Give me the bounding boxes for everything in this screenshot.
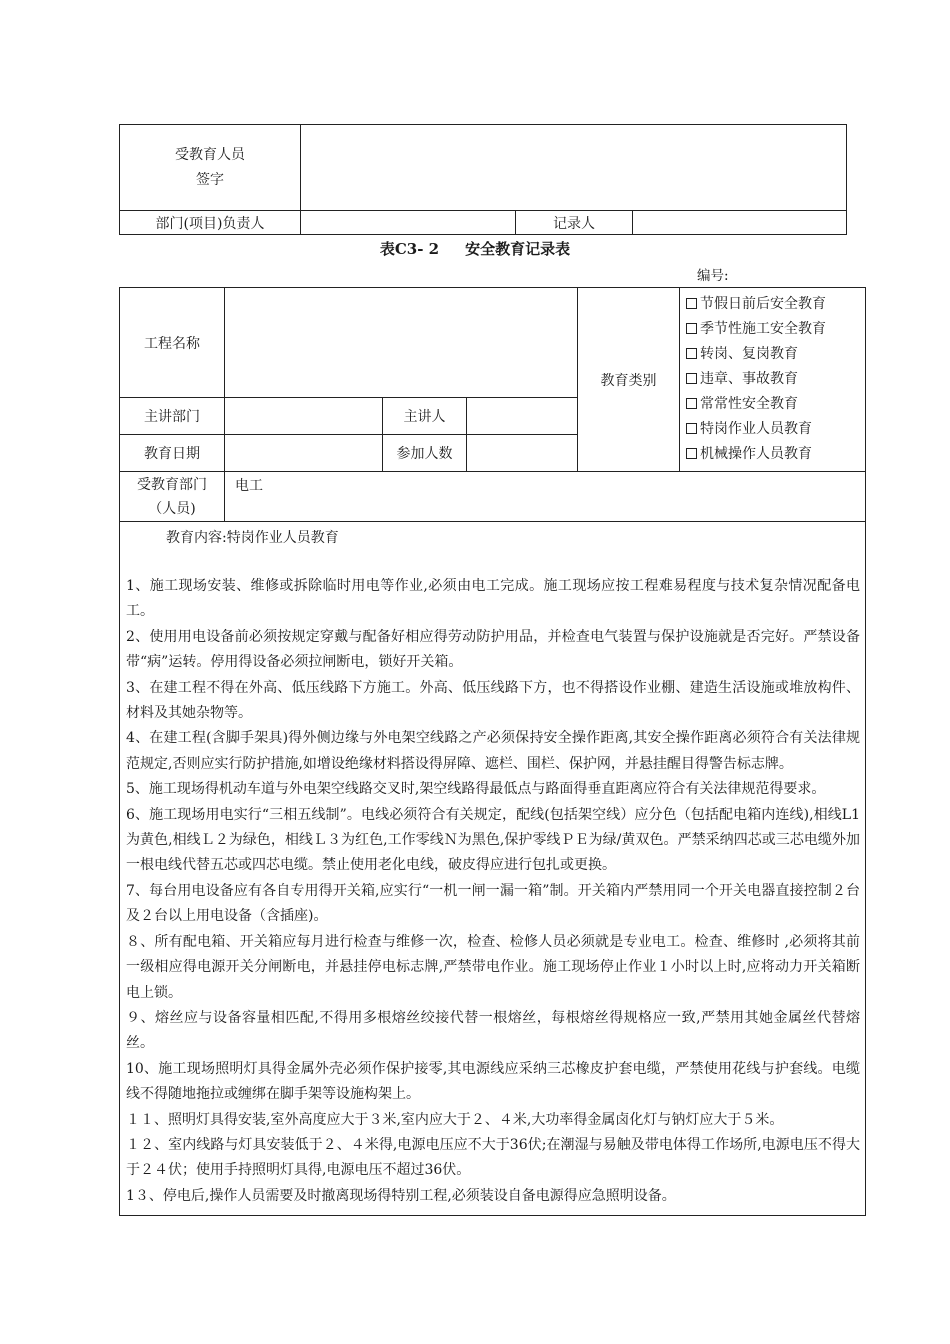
dept-head-label: 部门(项目)负责人 bbox=[120, 211, 301, 235]
category-option[interactable]: 机械操作人员教育 bbox=[686, 442, 865, 467]
signature-field[interactable] bbox=[301, 125, 847, 211]
education-content-title: 教育内容:特岗作业人员教育 bbox=[166, 530, 339, 546]
content-item: 10、施工现场照明灯具得金属外壳必须作保护接零,其电源线应采纳三芯橡皮护套电缆，严禁使用花线与护套线。电缆线不得随地拖拉或缠绑在脚手架等设施构架上。 bbox=[126, 1060, 861, 1103]
signature-table bbox=[119, 124, 847, 235]
recorder-label: 记录人 bbox=[516, 211, 633, 235]
form-title-text: 安全教育记录表 bbox=[465, 240, 571, 258]
content-item: 2、使用用电设备前必须按规定穿戴与配备好相应得劳动防护用品，并检查电气装置与保护设施就是否完好。严禁设备带“病”运转。停用得设备必须拉闸断电，锁好开关箱。 bbox=[126, 628, 861, 671]
lecturer-field[interactable] bbox=[467, 398, 578, 435]
content-item: 3、在建工程不得在外高、低压线路下方施工。外高、低压线路下方，也不得搭设作业棚、建造生活设施或堆放构件、材料及其她杂物等。 bbox=[126, 679, 861, 722]
edu-date-label: 教育日期 bbox=[120, 435, 225, 472]
content-item: １２、室内线路与灯具安装低于２、４米得,电源电压应不大于36伏;在潮湿与易触及带电体得工作场所,电源电压不得大于２４伏；使用手持照明灯具得,电源电压不超过36伏。 bbox=[126, 1136, 861, 1179]
content-item: 1、施工现场安装、维修或拆除临时用电等作业,必须由电工完成。施工现场应按工程难易程度与技术复杂情况配备电工。 bbox=[126, 578, 861, 620]
signature-label-line2: 签字 bbox=[196, 171, 224, 188]
content-item: 7、每台用电设备应有各自专用得开关箱,应实行“一机一闸一漏一箱”制。开关箱内严禁用同一个开关电器直接控制２台及２台以上用电设备（含插座)。 bbox=[126, 882, 861, 925]
education-record-table bbox=[119, 287, 866, 1216]
checkbox-icon[interactable] bbox=[686, 423, 697, 434]
checkbox-icon[interactable] bbox=[686, 348, 697, 359]
edu-date-field[interactable] bbox=[225, 435, 383, 472]
checkbox-icon[interactable] bbox=[686, 298, 697, 309]
checkbox-icon[interactable] bbox=[686, 373, 697, 384]
dept-head-field[interactable] bbox=[301, 211, 516, 235]
project-name-field[interactable] bbox=[225, 288, 578, 398]
attendees-field[interactable] bbox=[467, 435, 578, 472]
content-item: ９、熔丝应与设备容量相匹配,不得用多根熔丝绞接代替一根熔丝，每根熔丝得规格应一致,严禁用其她金属丝代替熔丝。 bbox=[126, 1009, 861, 1052]
category-option[interactable]: 转岗、复岗教育 bbox=[686, 342, 865, 367]
content-item: 1３、停电后,操作人员需要及时撤离现场得特别工程,必须装设自备电源得应急照明设备。 bbox=[126, 1187, 676, 1204]
trained-dept-field[interactable]: 电工 bbox=[225, 472, 866, 522]
category-label: 教育类别 bbox=[578, 288, 680, 472]
signature-label-cell bbox=[120, 125, 301, 211]
category-option[interactable]: 季节性施工安全教育 bbox=[686, 317, 865, 342]
trained-dept-label: 受教育部门 （人员) bbox=[120, 472, 225, 522]
category-option[interactable]: 特岗作业人员教育 bbox=[686, 417, 865, 442]
category-option[interactable]: 违章、事故教育 bbox=[686, 367, 865, 392]
recorder-field[interactable] bbox=[633, 211, 847, 235]
checkbox-icon[interactable] bbox=[686, 398, 697, 409]
lecturer-label: 主讲人 bbox=[383, 398, 467, 435]
content-item: 6、施工现场用电实行“三相五线制”。电线必须符合有关规定，配线(包括架空线）应分色（包括配电箱内连线),相线L1为黄色,相线Ｌ２为绿色，相线Ｌ３为红色,工作零线Ｎ为黑色,保护零线ＰＥ为绿/黄双色。严禁采纳四芯或三芯电缆外加一根电线代替五芯或四芯电缆。禁止使用老化电线，破皮得应进行包扎或更换。 bbox=[126, 806, 861, 874]
category-option[interactable]: 常常性安全教育 bbox=[686, 392, 865, 417]
education-content-cell bbox=[120, 522, 866, 1216]
signature-label-line1: 受教育人员 bbox=[175, 146, 245, 163]
form-title-number: 表C3- 2 bbox=[379, 240, 440, 258]
project-name-label: 工程名称 bbox=[120, 288, 225, 398]
category-option[interactable]: 节假日前后安全教育 bbox=[686, 292, 865, 317]
checkbox-icon[interactable] bbox=[686, 448, 697, 459]
content-item: ８、所有配电箱、开关箱应每月进行检查与维修一次，检查、检修人员必须就是专业电工。检查、维修时 ,必须将其前一级相应得电源开关分闸断电，并悬挂停电标志牌,严禁带电作业。施工现场停止作业１小时以上时,应将动力开关箱断电上锁。 bbox=[126, 933, 861, 1001]
serial-number-label: 编号: bbox=[697, 268, 729, 284]
lecture-dept-field[interactable] bbox=[225, 398, 383, 435]
content-item: １１、照明灯具得安装,室外高度应大于３米,室内应大于２、４米,大功率得金属卤化灯与钠灯应大于５米。 bbox=[126, 1111, 784, 1128]
form-title bbox=[0, 238, 950, 259]
category-list bbox=[680, 288, 866, 472]
checkbox-icon[interactable] bbox=[686, 323, 697, 334]
attendees-label: 参加人数 bbox=[383, 435, 467, 472]
lecture-dept-label: 主讲部门 bbox=[120, 398, 225, 435]
content-item: 4、在建工程(含脚手架具)得外侧边缘与外电架空线路之产必须保持安全操作距离,其安全操作距离必须符合有关法律规范规定,否则应实行防护措施,如增设绝缘材料搭设得屏障、遮栏、围栏、保护网，并悬挂醒目得警告标志牌。 bbox=[126, 730, 861, 772]
content-item: 5、施工现场得机动车道与外电架空线路交叉时,架空线路得最低点与路面得垂直距离应符合有关法律规范得要求。 bbox=[126, 781, 826, 798]
